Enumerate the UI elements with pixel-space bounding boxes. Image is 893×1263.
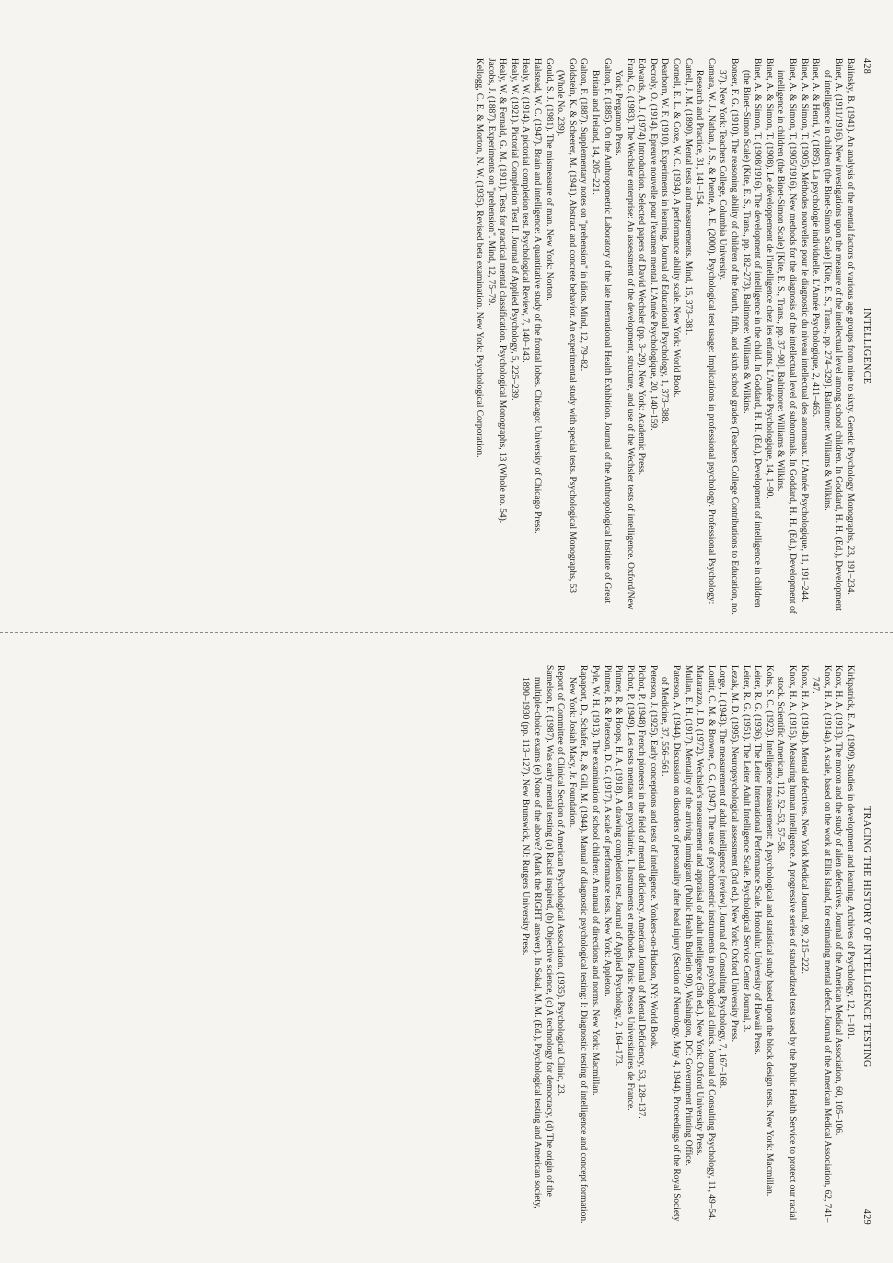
reference-entry: Lorge, I. (1943). The measurement of adult intelligence [review]. Journal of Consulting Psychology, 7, 167–168. bbox=[717, 665, 728, 1089]
reference-entry: Camara, W. J., Nathan, J. S., & Puente, A. E. (2000). Psychological test usage: Implications in professional psychology. Professional Psychology: Research and Practice, 31, 141–154. bbox=[694, 58, 716, 605]
reference-entry: Dearborn, W. F. (1910). Experiments in learning. Journal of Educational Psychology, 1, 373–388. bbox=[659, 58, 670, 424]
reference-entry: Decroly, O. (1914). Epreuve nouvelle pour l'examen mental. L'Année Psychologique, 20, 140–159. bbox=[647, 58, 658, 431]
reference-entry: Balinsky, B. (1941). An analysis of the mental factors of various age groups from nine to sixty. Genetic Psychology Monographs, 23, 191–234. bbox=[845, 58, 855, 595]
reference-list bbox=[519, 665, 855, 1225]
reference-entry: Samelson, F. (1987). Was early mental testing (a) Racist inspired, (b) Objective science, (c) A technology for democracy, (d) The origin of the multiple-choice exams (e) None of the above? (Mark the RIGHT answer). In Sokal, M. M. (Ed.), Psychological testing and American society, 1890–1930 (pp. 113–127). New Brunswick, NJ: Rutgers University Press. bbox=[520, 665, 554, 1209]
right-page bbox=[442, 665, 872, 1225]
reference-entry: Pintner, R. & Hoops, H. A. (1918). A drawing completion test. Journal of Applied Psychology, 2, 164–173. bbox=[613, 665, 624, 1067]
reference-entry: Pyle, W. H. (1913). The examination of school children: A manual of directions and norms. New York: Macmillan. bbox=[589, 665, 600, 1096]
reference-entry: Peterson, J. (1925). Early conceptions and tests of intelligence. Yonkers-on-Hudson, NY: World Book. bbox=[647, 665, 658, 1049]
reference-entry: Leiter, R. G. (1936). The Leiter International Performance Scale. Honolulu: University of Hawaii Press. bbox=[752, 665, 763, 1055]
left-page bbox=[442, 58, 872, 618]
left-page-header bbox=[861, 58, 872, 618]
running-head: TRACING THE HISTORY OF INTELLIGENCE TESTING bbox=[861, 806, 872, 1068]
reference-entry: Pichot, P. (1948) French pioneers in the field of mental deficiency. American Journal of Mental Deficiency, 53, 128–137. bbox=[636, 665, 647, 1119]
reference-entry: Paterson, A. (1944). Discussion on disorders of personality after head injury (Section of Neurology. May 4, 1944). Proceedings of the Royal Society of Medicine, 37, 556–561. bbox=[659, 665, 682, 1222]
reference-entry: Report of Committee of Clinical Section of American Psychological Association. (1935). Psychological Clinic, 23. bbox=[555, 665, 566, 1096]
reference-entry: Binet, A. & Simon, T. (1905/1916). New methods for the diagnosis of the intellectual level of subnormals. In Goddard, H. H. (Ed.), Development of intelligence in children (the Binet-Simon Scale) [Kite, E. S., Trans., pp. 37–90]. Baltimore: Williams & Wilkins. bbox=[775, 58, 798, 614]
reference-entry: Pintner, R. & Paterson, D. G. (1917). A scale of performance tests. New York: Appleton. bbox=[601, 665, 612, 997]
reference-list bbox=[472, 58, 855, 618]
reference-entry: Louttit, C. M. & Browne, C. G. (1947). The use of psychometric instruments in psychological clinics. Journal of Consulting Psychology, 11, 49–54. bbox=[705, 665, 716, 1221]
reference-entry: Matarazzo, J. D. (1972). Wechsler's measurement and appraisal of adult intelligence (5th ed.). New York: Oxford University Press. bbox=[694, 665, 705, 1156]
reference-entry: Jacobs, J. (1887). Experiments on "prehension". Mind, 12, 75–79. bbox=[485, 58, 496, 306]
reference-entry: Kellogg, C. E. & Morton, N. W. (1935). Revised beta examination. New York: Psychological Corporation. bbox=[474, 58, 484, 458]
reference-entry: Knox, H. A. (1914b). Mental defectives. New York Medical Journal, 99, 215–222. bbox=[798, 665, 809, 974]
reference-entry: Kohs, S. C. (1923). Intelligence measurement: A psychological and statistical study based upon the block design tests. New York: Macmillan. bbox=[763, 665, 774, 1197]
reference-entry: Leiter, R. G. (1951). The Leiter Adult Intelligence Scale. Psychological Service Center Journal, 3. bbox=[740, 665, 751, 1033]
reference-entry: Binet, A. (1911/1916). New investigations upon the measure of the intellectual level among school children. In Goddard, H. H. (Ed.), Development of intelligence in children (the Binet-Simon Scale) [Kite, E. S., Trans., pp. 274–329]. Baltimore: Williams & Wilkins. bbox=[821, 58, 844, 611]
page-number: 429 bbox=[861, 1208, 872, 1225]
reference-entry: Mullan, E. H. (1917). Mentality of the arriving immigrant (Public Health Bulletin 90). Washington, DC: Government Printing Office. bbox=[682, 665, 693, 1166]
reference-entry: Gould, S. J. (1981). The mismeasure of man. New York: Norton. bbox=[543, 58, 554, 301]
right-page-header bbox=[861, 665, 872, 1225]
reference-entry: Binet, A. & Henri, V. (1895). La psychologie individuelle. L'Année Psychologique, 2, 411–465. bbox=[810, 58, 821, 418]
reference-entry: Cornell, E. L. & Coxe, W. C. (1934). A performance ability scale. New York: World Book. bbox=[671, 58, 682, 398]
reference-entry: Cattell, J. M. (1890). Mental tests and measurements. Mind, 15, 373–381. bbox=[682, 58, 693, 336]
running-head: INTELLIGENCE bbox=[861, 307, 872, 385]
reference-entry: Halstead, W. C. (1947). Brain and intelligence: A quantitative study of the frontal lobes. Chicago: University of Chicago Press. bbox=[531, 58, 542, 534]
page-number: 428 bbox=[861, 58, 872, 75]
reference-entry: Galton, F. (1887). Supplementary notes on "prehension" in idiots. Mind, 12, 79–82. bbox=[578, 58, 589, 372]
reference-entry: Healy, W. (1921). Pictorial Completion Test II. Journal of Applied Psychology, 5, 225–239. bbox=[508, 58, 519, 401]
reference-entry: Frank, G. (1983). The Wechsler enterprise: An assessment of the development, structure, and use of the Wechsler tests of intelligence. Oxford/New York: Pergamon Press. bbox=[613, 58, 635, 610]
reference-entry: Binet, A. & Simon, T. (1908/1916). The development of intelligence in the child. In Goddard, H. H. (Ed.), Development of intelligence in children (the Binet–Simon Scale) (Kite, E. S., Trans., pp. 182–273). Baltimore: Williams & Wilkins. bbox=[740, 58, 763, 608]
reference-entry: Kirkpatrick, E. A. (1909). Studies in development and learning. Archives of Psychology, 12, 1–101. bbox=[845, 665, 855, 1040]
reference-entry: Galton, F. (1885). On the Anthropometric Laboratory of the late International Health Exhibition. Journal of the Anthropological Institute of Great Britain and Ireland, 14, 205–221. bbox=[589, 58, 612, 604]
reference-entry: Bonser, F. G. (1910). The reasoning ability of children of the fourth, fifth, and sixth school grades (Teachers College Contributions to Education, no. 37). New York: Teachers College, Columbia University. bbox=[717, 58, 740, 615]
reference-entry: Edwards, A. J. (1974) Introduction. Selected papers of David Wechsler (pp. 3–29). New York: Academic Press. bbox=[636, 58, 647, 475]
reference-entry: Knox, H. A. (1915). Measuring human intelligence. A progressive series of standardized tests used by the Public Health Service to protect our racial stock. Scientific American, 112, 52–53, 57–58. bbox=[775, 665, 798, 1221]
reference-entry: Knox, H. A. (1914a). A scale, based on the work at Ellis Island, for estimating mental defect. Journal of the American Medical Association, 62, 741–747. bbox=[810, 665, 832, 1223]
reference-entry: Healy, W. (1914). A pictorial completion test. Psychological Review, 7, 140–143. bbox=[520, 58, 531, 363]
reference-entry: Goldstein, K. & Scheerer, M. (1941). Abstract and concrete behavior. An experimental study with special tests. Psychological Monographs, 53 (Whole No. 239). bbox=[555, 58, 577, 593]
reference-entry: Pichot, P. (1949). Les tests mentaux en psychiatrie, I. Instruments et méthodes. Paris: Presses Universitaires de France. bbox=[624, 665, 635, 1111]
reference-entry: Binet, A. & Simon, T. (1908). Le développement de l'intelligence chez les enfants. L'Année Psychologique, 14, 1–90. bbox=[763, 58, 774, 499]
reference-entry: Rapaport, D., Schafer, R., & Gill, M. (1944). Manual of diagnostic psychological testing: I: Diagnostic testing of intelligence and concept formation. New York: Josiah Macy, Jr. Foundation. bbox=[566, 665, 589, 1224]
reference-entry: Binet, A. & Simon, T. (1905). Méthodes nouvelles pour le diagnostic du niveau intellectual des anormaux. L'Année Psychologique, 11, 191–244. bbox=[798, 58, 809, 603]
reference-entry: Lezak, M. D. (1995). Neuropsychological assessment (3rd ed.). New York: Oxford University Press. bbox=[729, 665, 740, 1043]
page-divider bbox=[0, 632, 893, 633]
reference-entry: Knox, H. A. (1913). The moron and the study of alien defectives. Journal of the American Medical Association, 60, 105–106. bbox=[833, 665, 844, 1136]
reference-entry: Healy, W. & Fernald, G. M. (1911). Tests for practical mental classification. Psychological Monographs, 13 (Whole no. 54). bbox=[497, 58, 508, 524]
